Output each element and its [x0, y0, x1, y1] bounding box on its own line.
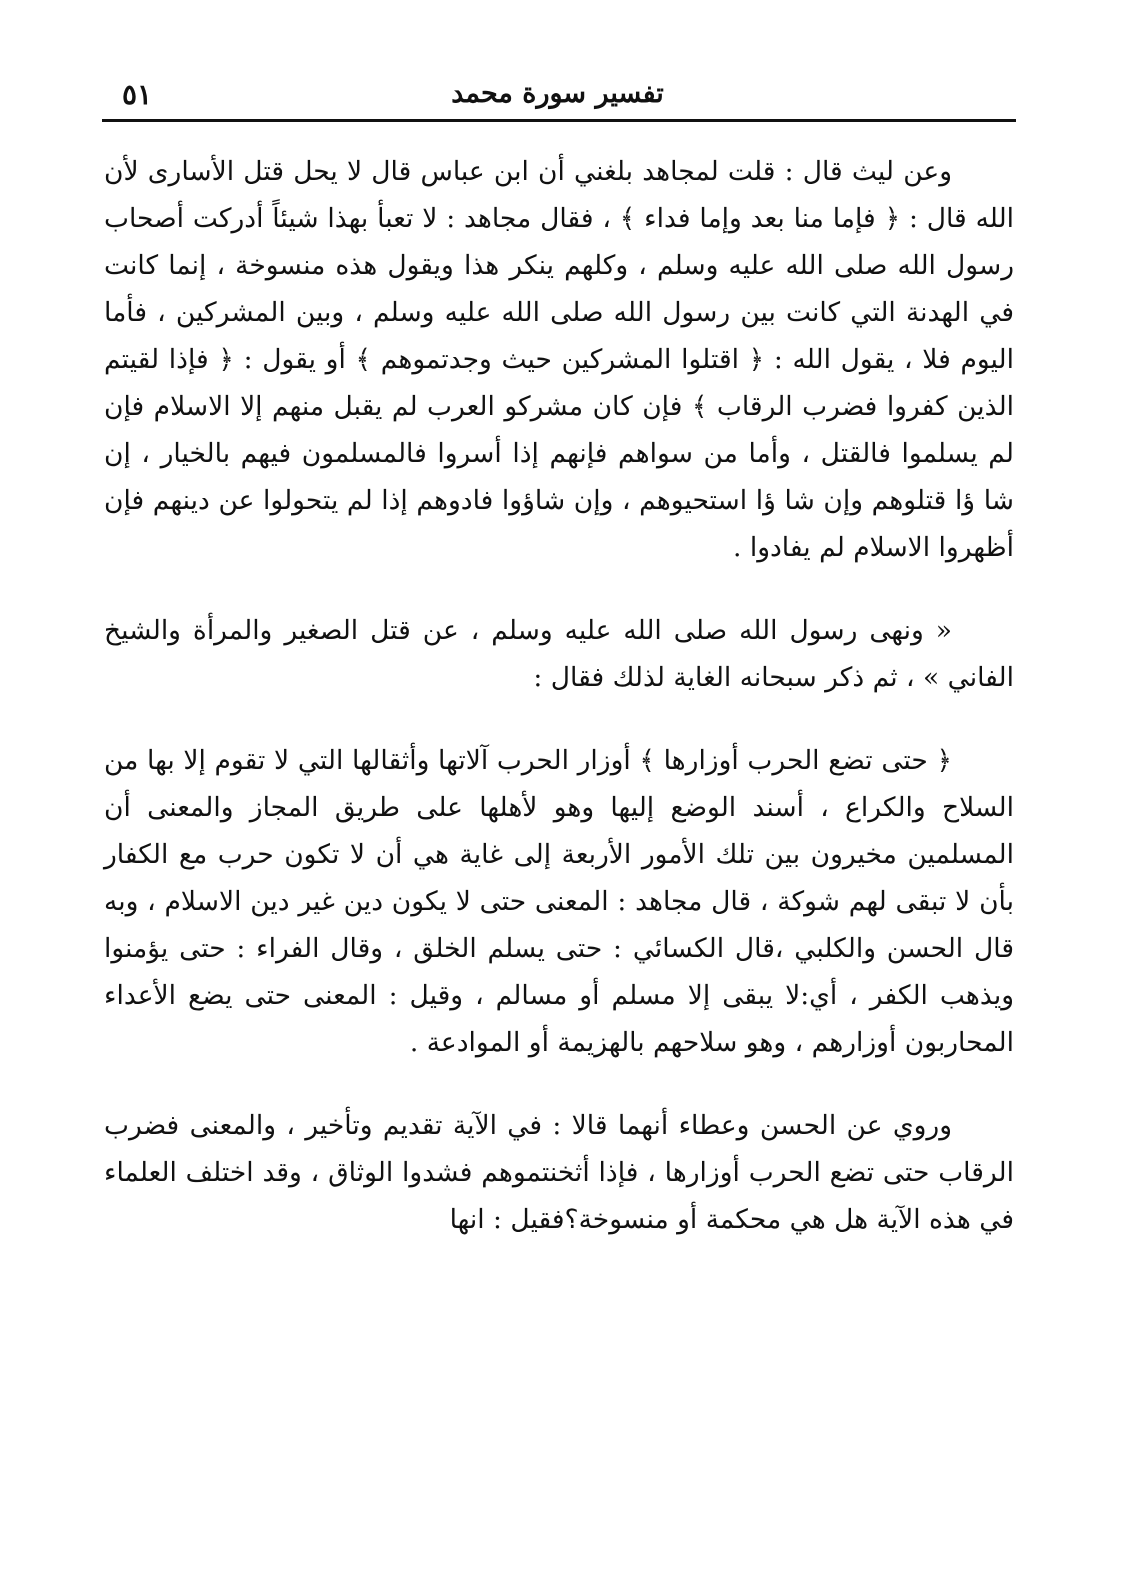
- header-rule: [102, 119, 1016, 122]
- page-number: ٥١: [122, 78, 153, 111]
- paragraph: وعن ليث قال : قلت لمجاهد بلغني أن ابن عباس قال لا يحل قتل الأسارى لأن الله قال : ﴿ فإما منا بعد وإما فداء ﴾ ، فقال مجاهد : لا تعبأ بهذا شيئاً أدركت أصحاب رسول الله صلى الله عليه وسلم ، وكلهم ينكر هذا ويقول هذه منسوخة ، إنما كانت في الهدنة التي كانت بين رسول الله صلى الله عليه وسلم ، وبين المشركين ، فأما اليوم فلا ، يقول الله : ﴿ اقتلوا المشركين حيث وجدتموهم ﴾ أو يقول : ﴿ فإذا لقيتم الذين كفروا فضرب الرقاب ﴾ فإن كان مشركو العرب لم يقبل منهم إلا الاسلام فإن لم يسلموا فالقتل ، وأما من سواهم فإنهم إذا أسروا فالمسلمون فيهم بالخيار ، إن شا ؤا قتلوهم وإن شا ؤا استحيوهم ، وإن شاؤوا فادوهم إذا لم يتحولوا عن دينهم فإن أظهروا الاسلام لم يفادوا .: [104, 156, 1014, 563]
- paragraph: ﴿ حتى تضع الحرب أوزارها ﴾ أوزار الحرب آلاتها وأثقالها التي لا تقوم إلا بها من السلاح والكراع ، أسند الوضع إليها وهو لأهلها على طريق المجاز والمعنى أن المسلمين مخيرون بين تلك الأمور الأربعة إلى غاية هي أن لا تكون حرب مع الكفار بأن لا تبقى لهم شوكة ، قال مجاهد : المعنى حتى لا يكون دين غير دين الاسلام ، وبه قال الحسن والكلبي ،قال الكسائي : حتى يسلم الخلق ، وقال الفراء : حتى يؤمنوا ويذهب الكفر ، أي:لا يبقى إلا مسلم أو مسالم ، وقيل : المعنى حتى يضع الأعداء المحاربون أوزارهم ، وهو سلاحهم بالهزيمة أو الموادعة .: [104, 745, 1014, 1058]
- paragraph: وروي عن الحسن وعطاء أنهما قالا : في الآية تقديم وتأخير ، والمعنى فضرب الرقاب حتى تضع الحرب أوزارها ، فإذا أثخنتموهم فشدوا الوثاق ، وقد اختلف العلماء في هذه الآية هل هي محكمة أو منسوخة؟فقيل : انها: [104, 1110, 1014, 1235]
- header-title: تفسير سورة محمد: [451, 78, 664, 109]
- running-header: [100, 70, 1015, 118]
- paragraph: « ونهى رسول الله صلى الله عليه وسلم ، عن قتل الصغير والمرأة والشيخ الفاني » ، ثم ذكر سبحانه الغاية لذلك فقال :: [104, 615, 1014, 693]
- body-text: [104, 148, 1014, 1243]
